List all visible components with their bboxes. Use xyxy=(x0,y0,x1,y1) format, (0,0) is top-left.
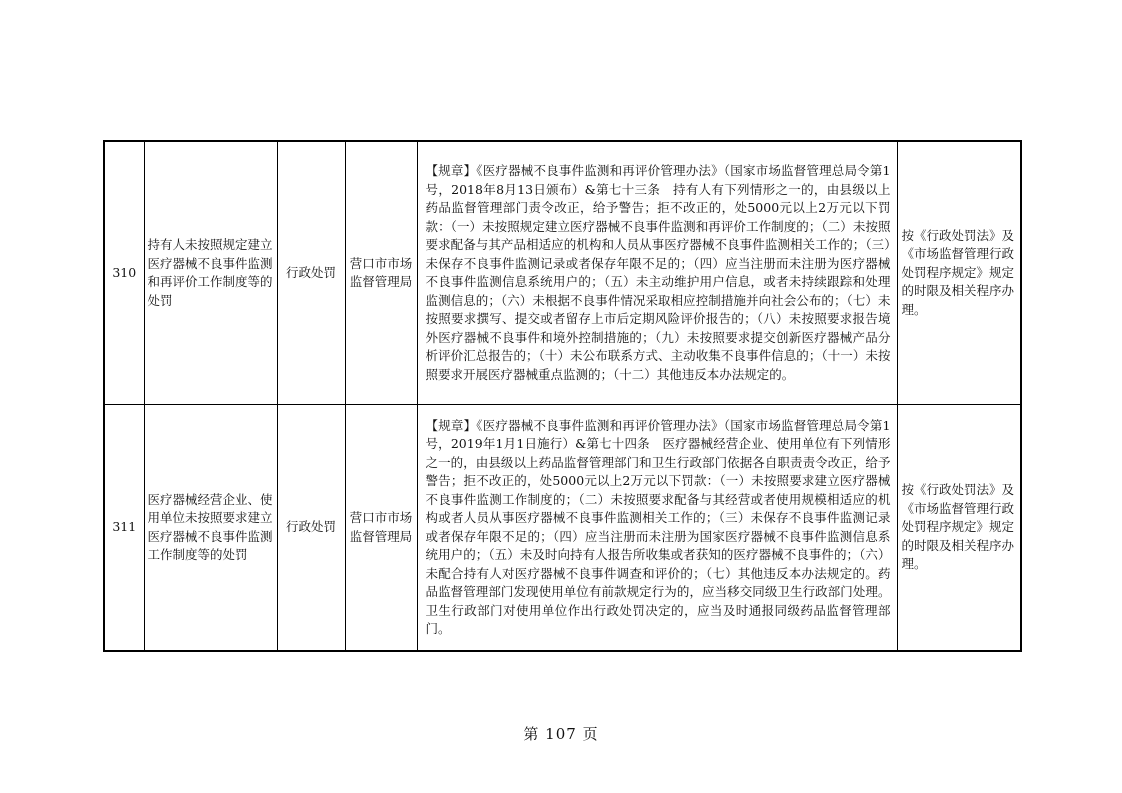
item-legal-basis: 【规章】《医疗器械不良事件监测和再评价管理办法》（国家市场监督管理总局令第1号，2018年8月13日颁布）&第七十三条 持有人有下列情形之一的，由县级以上药品监督管理部门责令改正，给予警告；拒不改正的，处5000元以上2万元以下罚款：（一）未按照规定建立医疗器械不良事件监测和再评价工作制度的；（二）未按照要求配备与其产品相适应的机构和人员从事医疗器械不良事件监测相关工作的；（三）未保存不良事件监测记录或者保存年限不足的；（四）应当注册而未注册为医疗器械不良事件监测信息系统用户的；（五）未主动维护用户信息，或者未持续跟踪和处理监测信息的；（六）未根据不良事件情况采取相应控制措施并向社会公布的；（七）未按照要求撰写、提交或者留存上市后定期风险评价报告的；（八）未按照要求报告境外医疗器械不良事件和境外控制措施的；（九）未按照要求提交创新医疗器械产品分析评价汇总报告的；（十）未公布联系方式、主动收集不良事件信息的；（十一）未按照要求开展医疗器械重点监测的；（十二）其他违反本办法规定的。 xyxy=(417,141,897,405)
item-name: 医疗器械经营企业、使用单位未按照要求建立医疗器械不良事件监测工作制度等的处罚 xyxy=(144,405,277,652)
item-legal-basis: 【规章】《医疗器械不良事件监测和再评价管理办法》（国家市场监督管理总局令第1号，2019年1月1日施行）&第七十四条 医疗器械经营企业、使用单位有下列情形之一的，由县级以上药品监督管理部门和卫生行政部门依据各自职责责令改正，给予警告；拒不改正的，处5000元以上2万元以下罚款：（一）未按照要求建立医疗器械不良事件监测工作制度的；（二）未按照要求配备与其经营或者使用规模相适应的机构或者人员从事医疗器械不良事件监测相关工作的；（三）未保存不良事件监测记录或者保存年限不足的；（四）应当注册而未注册为国家医疗器械不良事件监测信息系统用户的；（五）未及时向持有人报告所收集或者获知的医疗器械不良事件的；（六）未配合持有人对医疗器械不良事件调查和评价的；（七）其他违反本办法规定的。药品监督管理部门发现使用单位有前款规定行为的，应当移交同级卫生行政部门处理。卫生行政部门对使用单位作出行政处罚决定的，应当及时通报同级药品监督管理部门。 xyxy=(417,405,897,652)
item-name: 持有人未按照规定建立医疗器械不良事件监测和再评价工作制度等的处罚 xyxy=(144,141,277,405)
item-type: 行政处罚 xyxy=(277,141,345,405)
item-authority: 营口市市场监督管理局 xyxy=(345,141,417,405)
table-row xyxy=(104,141,1021,405)
item-procedure: 按《行政处罚法》及《市场监督管理行政处罚程序规定》规定的时限及相关程序办理。 xyxy=(897,141,1021,405)
page-number: 第 107 页 xyxy=(523,725,599,743)
item-type: 行政处罚 xyxy=(277,405,345,652)
item-number: 310 xyxy=(104,141,144,405)
item-number: 311 xyxy=(104,405,144,652)
table-row xyxy=(104,405,1021,652)
item-authority: 营口市市场监督管理局 xyxy=(345,405,417,652)
item-procedure: 按《行政处罚法》及《市场监督管理行政处罚程序规定》规定的时限及相关程序办理。 xyxy=(897,405,1021,652)
penalty-table xyxy=(103,140,1022,652)
